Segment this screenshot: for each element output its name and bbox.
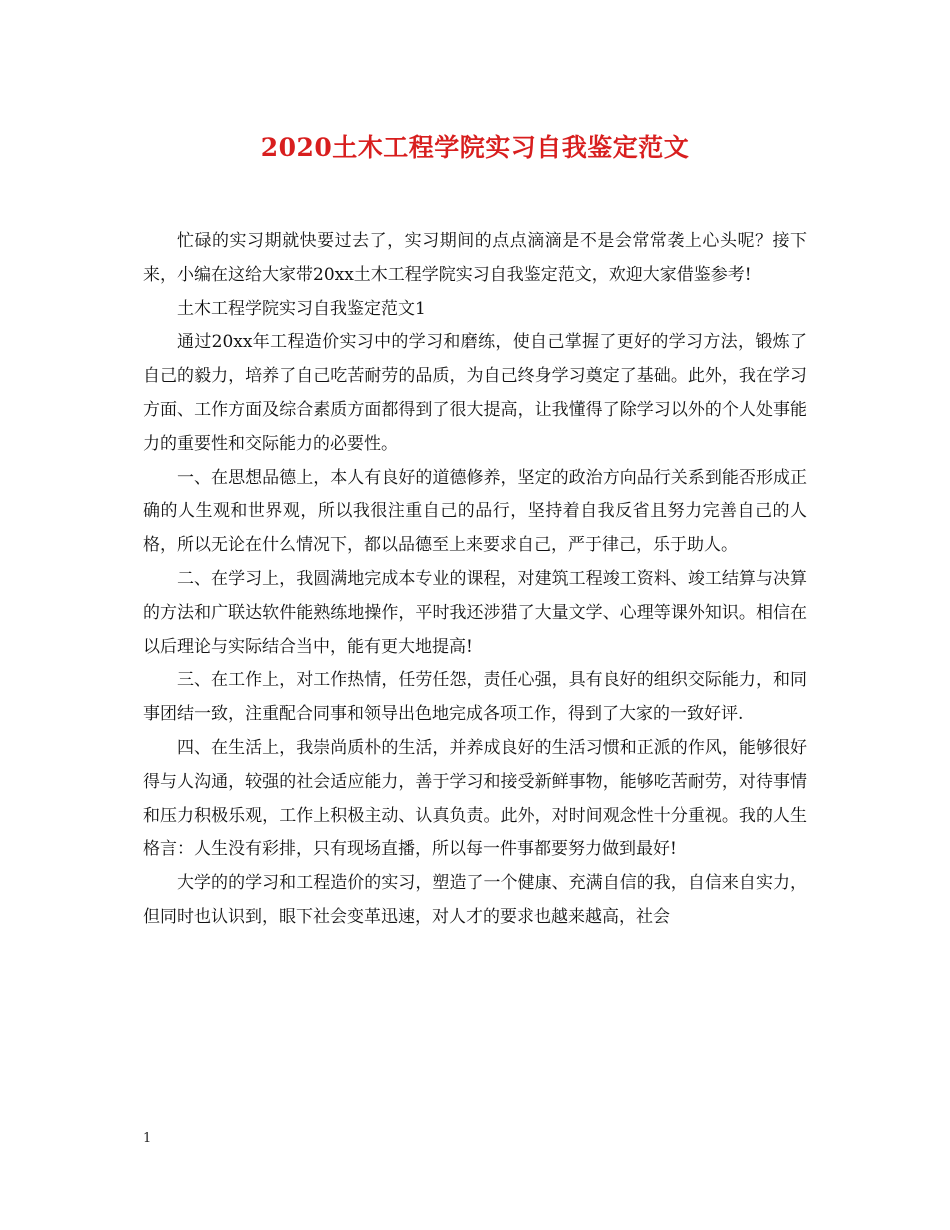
page-title: 2020土木工程学院实习自我鉴定范文 [260, 133, 690, 162]
paragraph-conclusion: 大学的的学习和工程造价的实习，塑造了一个健康、充满自信的我，自信来自实力，但同时也认识到，眼下社会变革迅速，对人才的要求也越来越高，社会 [143, 873, 807, 927]
paragraph-work: 三、在工作上，对工作热情，任劳任怨，责任心强，具有良好的组织交际能力，和同事团结一致，注重配合同事和领导出色地完成各项工作，得到了大家的一致好评. [143, 670, 807, 725]
paragraph-overview: 通过20xx年工程造价实习中的学习和磨练，使自己掌握了更好的学习方法，锻炼了自己的毅力，培养了自己吃苦耐劳的品质，为自己终身学习奠定了基础。此外，我在学习方面、工作方面及综合素质方面都得到了很大提高，让我懂得了除学习以外的个人处事能力的重要性和交际能力的必要性。 [143, 332, 807, 454]
section-heading: 土木工程学院实习自我鉴定范文1 [177, 298, 426, 319]
paragraph-morality: 一、在思想品德上，本人有良好的道德修养，坚定的政治方向品行关系到能否形成正确的人生观和世界观，所以我很注重自己的品行，坚持着自我反省且努力完善自己的人格，所以无论在什么情况下，都以品德至上来要求自己，严于律己，乐于助人。 [143, 467, 807, 556]
page-number: 1 [143, 1131, 152, 1146]
document-body [143, 225, 807, 935]
paragraph-life: 四、在生活上，我崇尚质朴的生活，并养成良好的生活习惯和正派的作风，能够很好得与人沟通，较强的社会适应能力，善于学习和接受新鲜事物，能够吃苦耐劳，对待事情和压力积极乐观，工作上积极主动、认真负责。此外，对时间观念性十分重视。我的人生格言：人生没有彩排，只有现场直播，所以每一件事都要努力做到最好! [143, 737, 807, 860]
paragraph-study: 二、在学习上，我圆满地完成本专业的课程，对建筑工程竣工资料、竣工结算与决算的方法和广联达软件能熟练地操作，平时我还涉猎了大量文学、心理等课外知识。相信在以后理论与实际结合当中，能有更大地提高! [143, 568, 807, 657]
paragraph-intro: 忙碌的实习期就快要过去了，实习期间的点点滴滴是不是会常常袭上心头呢？接下来，小编在这给大家带20xx土木工程学院实习自我鉴定范文，欢迎大家借鉴参考! [143, 231, 807, 285]
